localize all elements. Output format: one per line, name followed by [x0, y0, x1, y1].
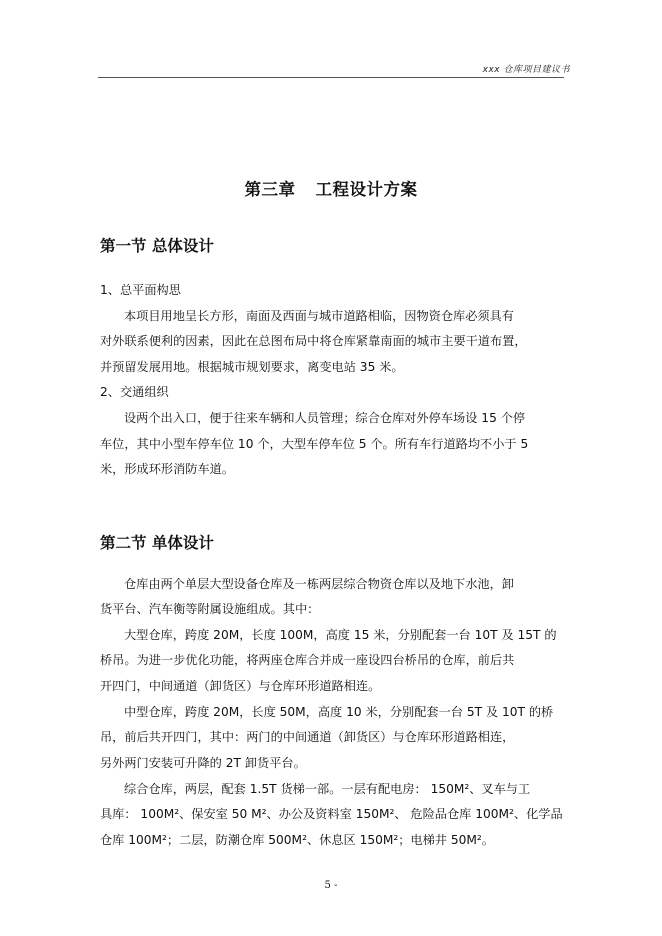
paragraph-line: 大型仓库，跨度 20M，长度 100M，高度 15 米，分别配套一台 10T 及 15T 的: [124, 628, 557, 642]
paragraph-line: 具库： 100M²、保安室 50 M²、办公及资料室 150M²、 危险品仓库 100M²、化学品: [100, 807, 563, 821]
page-number: 5 -: [324, 880, 338, 891]
paragraph-line: 米，形成环形消防车道。: [100, 462, 235, 476]
chapter-name: 工程设计方案: [315, 180, 418, 199]
chapter-title: [0, 176, 662, 200]
paragraph-line: 综合仓库，两层，配套 1.5T 货梯一部。一层有配电房： 150M²、叉车与工: [124, 782, 531, 796]
section-title-overall-design: 第一节 总体设计: [100, 237, 214, 255]
paragraph-line: 中型仓库，跨度 20M，长度 50M，高度 10 米，分别配套一台 5T 及 10T 的桥: [124, 705, 554, 719]
paragraph-line: 另外两门安装可升降的 2T 卸货平台。: [100, 756, 306, 770]
paragraph-line: 开四门，中间通道（卸货区）与仓库环形道路相连。: [100, 679, 381, 693]
paragraph-line: 本项目用地呈长方形，南面及西面与城市道路相临，因物资仓库必须具有: [124, 309, 514, 323]
paragraph-line: 对外联系便利的因素，因此在总图布局中将仓库紧靠南面的城市主要干道布置，: [100, 334, 527, 348]
section-title-unit-design: 第二节 单体设计: [100, 534, 214, 552]
paragraph-line: 货平台、汽车衡等附属设施组成。其中：: [100, 602, 320, 616]
paragraph-line: 2、交通组织: [100, 385, 169, 399]
paragraph-line: 设两个出入口，便于往来车辆和人员管理；综合仓库对外停车场设 15 个停: [124, 411, 526, 425]
paragraph-line: 桥吊。为进一步优化功能，将两座仓库合并成一座设四台桥吊的仓库，前后共: [100, 653, 515, 667]
paragraph-line: 1、总平面构思: [100, 283, 181, 297]
paragraph-line: 车位，其中小型车停车位 10 个，大型车停车位 5 个。所有车行道路均不小于 5: [100, 437, 529, 451]
paragraph-line: 吊，前后共开四门，其中：两门的中间通道（卸货区）与仓库环形道路相连，: [100, 730, 515, 744]
running-header: xxx 仓库项目建议书: [482, 65, 570, 75]
chapter-number: 第三章: [244, 180, 296, 199]
paragraph-line: 并预留发展用地。根据城市规划要求，离变电站 35 米。: [100, 360, 404, 374]
paragraph-line: 仓库由两个单层大型设备仓库及一栋两层综合物资仓库以及地下水池，卸: [124, 577, 514, 591]
paragraph-line: 仓库 100M²；二层，防潮仓库 500M²、休息区 150M²；电梯井 50M²。: [100, 833, 494, 847]
header-divider: [98, 77, 564, 78]
